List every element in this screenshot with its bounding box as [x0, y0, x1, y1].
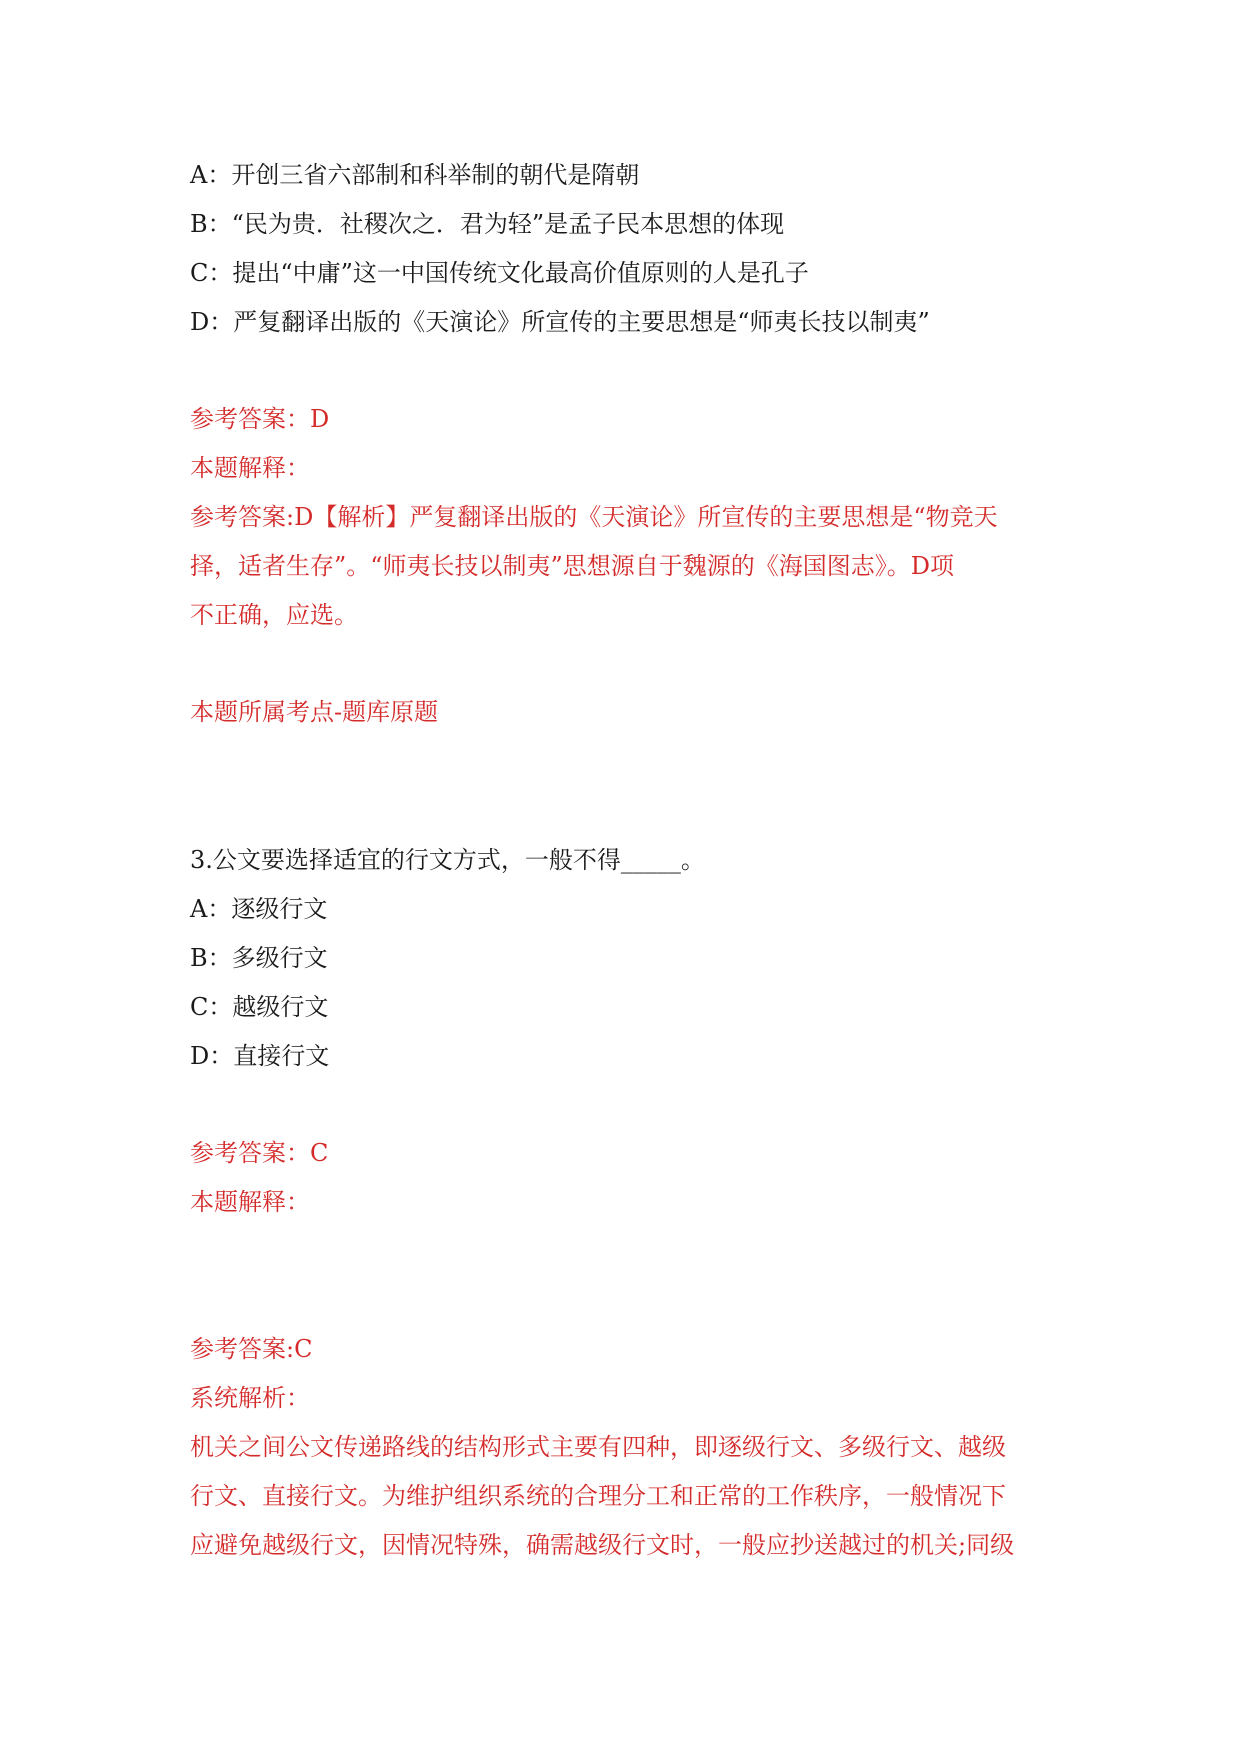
q3-option-d: D：直接行文 [190, 1042, 330, 1070]
q3-option-c: C：越级行文 [190, 993, 329, 1021]
q2-explain-line-2: 择，适者生存”。“师夷长技以制夷”思想源自于魏源的《海国图志》。D项 [190, 552, 955, 580]
q3-option-a: A：逐级行文 [190, 895, 328, 923]
q3-answer: 参考答案：C [190, 1139, 329, 1167]
q3-system-line-2: 行文、直接行文。为维护组织系统的合理分工和正常的工作秩序，一般情况下 [190, 1482, 1006, 1510]
q2-option-a: A：开创三省六部制和科举制的朝代是隋朝 [190, 161, 640, 189]
q2-answer: 参考答案：D [190, 405, 330, 433]
q2-option-d: D：严复翻译出版的《天演论》所宣传的主要思想是“师夷长技以制夷” [190, 308, 930, 336]
q3-question: 3.公文要选择适宜的行文方式，一般不得_____。 [190, 846, 705, 874]
q3-answer-2: 参考答案:C [190, 1335, 313, 1363]
q2-option-c: C：提出“中庸”这一中国传统文化最高价值原则的人是孔子 [190, 259, 809, 287]
q2-explain-line-1: 参考答案:D【解析】严复翻译出版的《天演论》所宣传的主要思想是“物竞天 [190, 503, 998, 531]
q3-system-line-1: 机关之间公文传递路线的结构形式主要有四种，即逐级行文、多级行文、越级 [190, 1433, 1006, 1461]
q3-system-line-3: 应避免越级行文，因情况特殊，确需越级行文时，一般应抄送越过的机关;同级 [190, 1531, 1015, 1559]
q2-explain-line-3: 不正确，应选。 [190, 601, 358, 629]
q3-explain-label: 本题解释： [190, 1188, 310, 1216]
q2-topic: 本题所属考点-题库原题 [190, 698, 439, 726]
q3-option-b: B：多级行文 [190, 944, 328, 972]
q2-option-b: B：“民为贵．社稷次之．君为轻”是孟子民本思想的体现 [190, 210, 785, 238]
q3-system-label: 系统解析： [190, 1384, 310, 1412]
q2-explain-label: 本题解释： [190, 454, 310, 482]
